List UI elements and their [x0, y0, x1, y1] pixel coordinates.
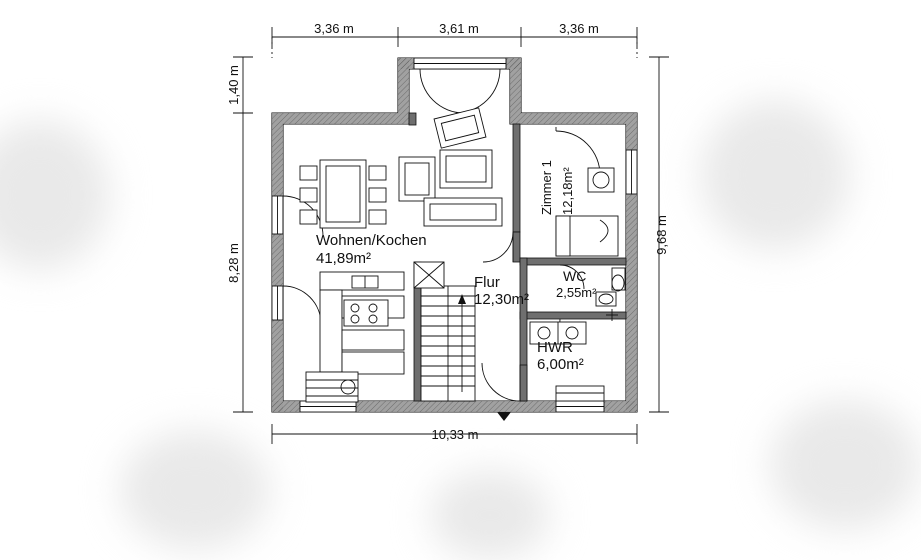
dimension-left-upper: 1,40 m — [226, 65, 241, 105]
dimension-left-lower: 8,28 m — [226, 243, 241, 283]
room-area-flur: 12,30m² — [474, 291, 530, 308]
room-label-wc: WC — [563, 268, 587, 284]
dimension-bottom-total: 10,33 m — [431, 427, 479, 442]
furniture-wc — [596, 268, 625, 306]
room-label-hwr: HWR — [537, 339, 573, 356]
room-area-wc: 2,55m² — [556, 285, 597, 300]
dimension-top-middle: 3,61 m — [439, 21, 479, 36]
entrance-marker — [497, 412, 511, 421]
room-area-hwr: 6,00m² — [537, 356, 584, 373]
dimension-top-right: 3,36 m — [559, 21, 599, 36]
dimension-right-total: 9,68 m — [654, 215, 669, 255]
room-area-zimmer-1: 12,18m² — [560, 167, 575, 215]
room-label-wohnen-kochen: Wohnen/Kochen — [316, 232, 427, 249]
staircase — [414, 262, 475, 401]
room-label-flur: Flur — [474, 274, 500, 291]
room-area-wohnen-kochen: 41,89m² — [316, 250, 372, 267]
room-label-zimmer-1: Zimmer 1 — [539, 160, 554, 215]
dimension-top-left: 3,36 m — [314, 21, 354, 36]
